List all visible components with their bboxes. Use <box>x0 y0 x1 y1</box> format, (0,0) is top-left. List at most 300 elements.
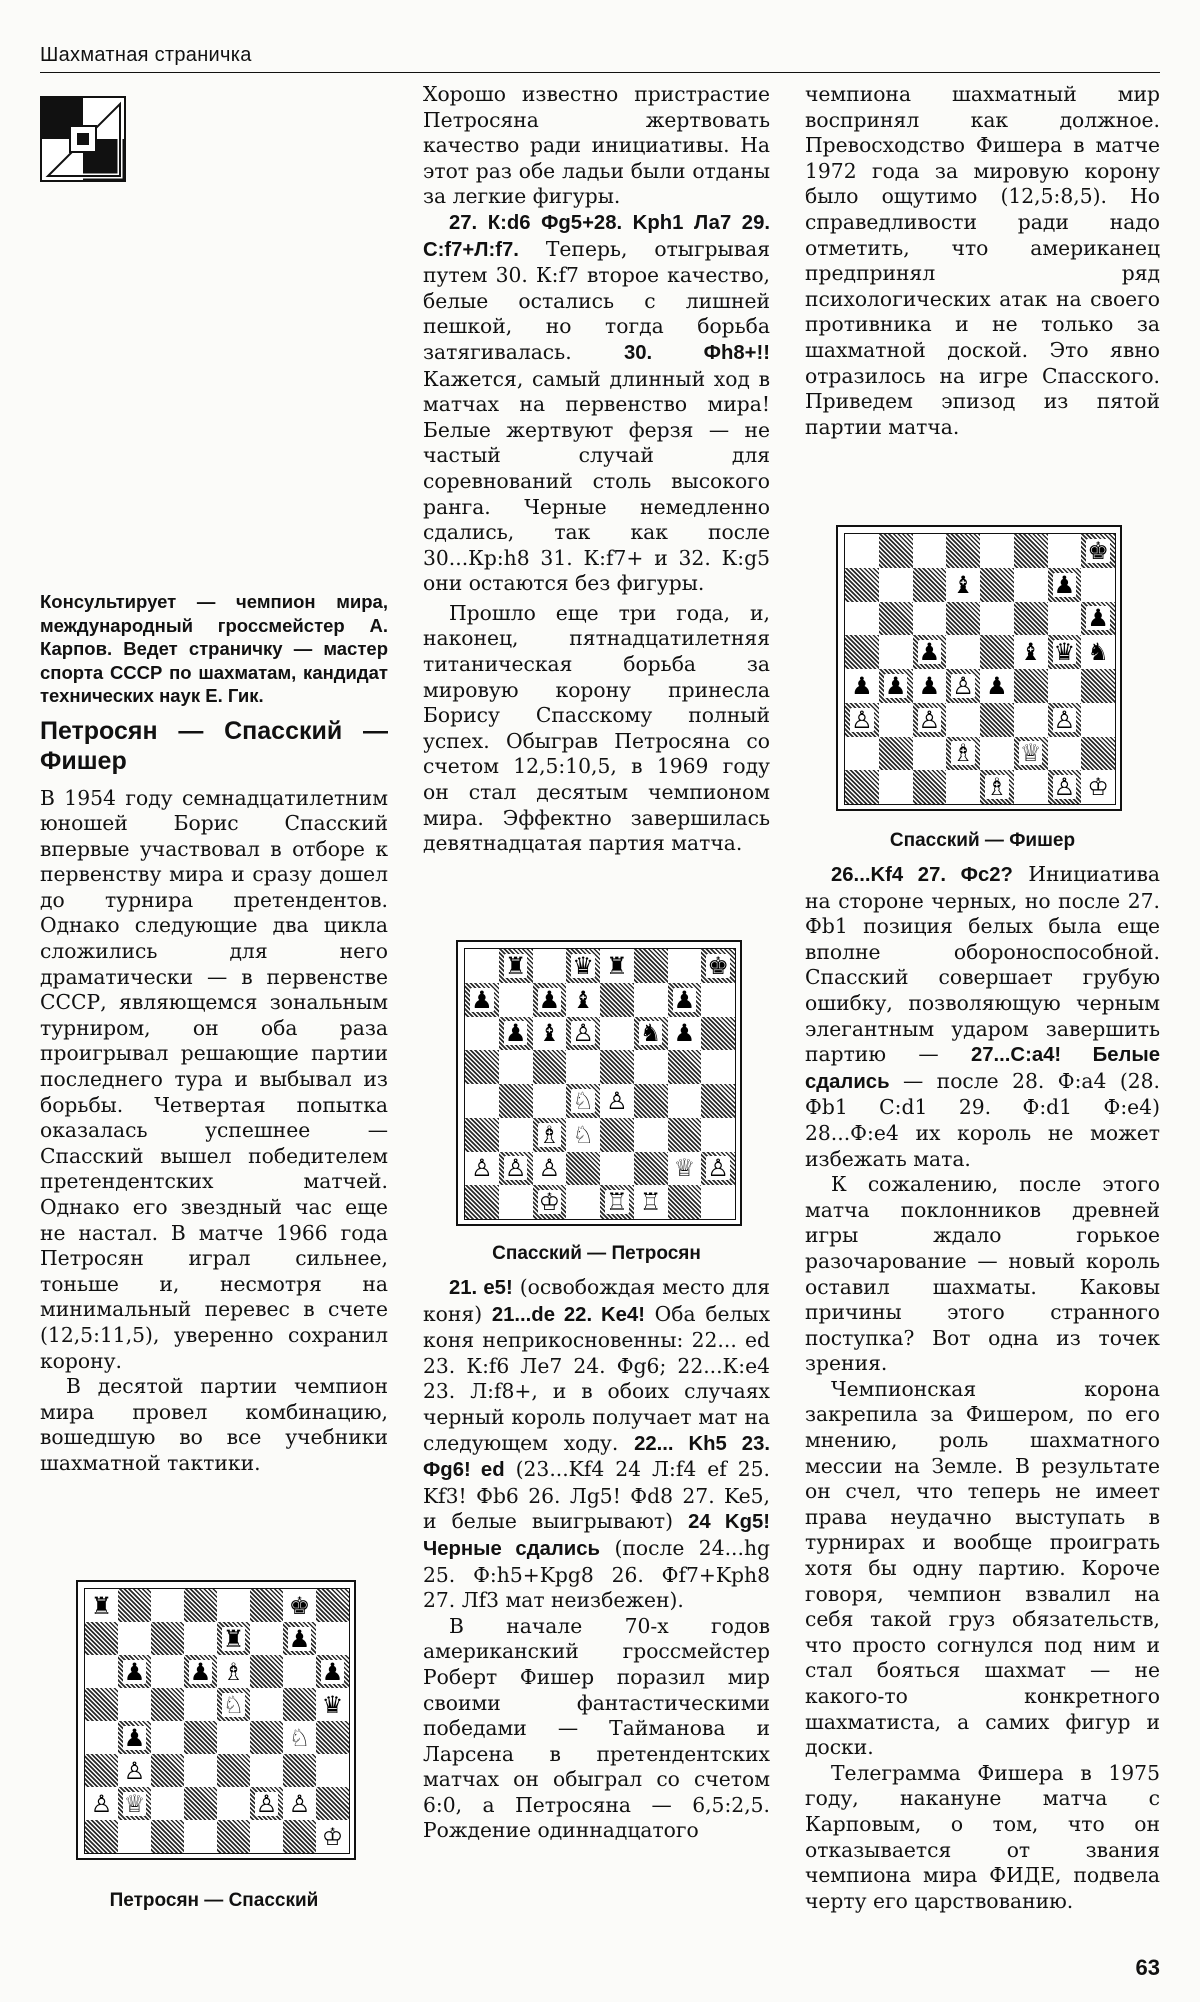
board-square <box>913 568 947 602</box>
board-square <box>634 983 668 1017</box>
board-square <box>946 737 980 771</box>
col2-paragraph-4 <box>423 1275 770 1614</box>
col2-paragraph-2 <box>423 210 770 597</box>
board-square <box>118 1820 151 1853</box>
board-square <box>701 1017 735 1051</box>
black-pawn-icon: ♟ <box>123 1657 146 1686</box>
board-square <box>151 1655 184 1688</box>
column-3-lower <box>805 862 1160 1914</box>
board-square <box>465 949 499 983</box>
board-square <box>1081 635 1115 669</box>
board-square <box>600 1084 634 1118</box>
board-square <box>118 1622 151 1655</box>
board-square <box>184 1787 217 1820</box>
board-square <box>879 770 913 804</box>
board-square <box>1014 534 1048 568</box>
board-square <box>283 1655 316 1688</box>
board-square <box>85 1820 118 1853</box>
board-square <box>913 703 947 737</box>
board-square <box>217 1589 250 1622</box>
board-square <box>283 1589 316 1622</box>
column-2-lower <box>423 1275 770 1844</box>
board-square <box>701 1084 735 1118</box>
white-queen-icon: ♕ <box>673 1154 696 1183</box>
commentary: (освобождая место для коня) <box>423 1275 770 1326</box>
white-bishop-icon: ♗ <box>952 739 974 768</box>
board-square <box>668 1017 702 1051</box>
board-square <box>499 1185 533 1219</box>
board-square <box>465 1084 499 1118</box>
white-queen-icon: ♕ <box>123 1789 146 1818</box>
diagram-petrosian-spassky <box>76 1580 356 1860</box>
board-square <box>118 1754 151 1787</box>
white-rook-icon: ♖ <box>639 1188 662 1217</box>
board-square <box>316 1787 349 1820</box>
board-square <box>1014 602 1048 636</box>
chessboard <box>84 1588 350 1854</box>
board-square <box>845 737 879 771</box>
black-pawn-icon: ♟ <box>538 985 561 1014</box>
black-pawn-icon: ♟ <box>918 638 941 667</box>
black-pawn-icon: ♟ <box>1087 604 1109 633</box>
board-square <box>217 1787 250 1820</box>
board-square <box>151 1589 184 1622</box>
board-square <box>250 1721 283 1754</box>
board-square <box>1014 669 1048 703</box>
board-square <box>913 602 947 636</box>
black-king-icon: ♚ <box>1087 536 1109 565</box>
board-square <box>217 1688 250 1721</box>
board-square <box>184 1754 217 1787</box>
board-square <box>946 534 980 568</box>
board-square <box>283 1754 316 1787</box>
board-square <box>499 1050 533 1084</box>
board-square <box>533 1050 567 1084</box>
diagram-caption-2: Спасский — Петросян <box>492 1243 701 1264</box>
white-pawn-icon: ♙ <box>504 1154 527 1183</box>
board-square <box>250 1655 283 1688</box>
board-square <box>980 770 1014 804</box>
board-square <box>980 703 1014 737</box>
board-square <box>250 1820 283 1853</box>
board-square <box>1048 703 1082 737</box>
col3-paragraph-5: Телеграмма Фишера в 1975 году, накануне матча с Карповым, о том, что он отказывается от звания чемпиона мира ФИДЕ, подвела черту его царствованию. <box>805 1760 1160 1913</box>
board-square <box>533 983 567 1017</box>
section-title: Шахматная страничка <box>40 44 252 66</box>
commentary: Теперь, отыгрывая путем 30. К:f7 второе качество, белые остались с лишней пешкой, но тогда борьба затягивалась. <box>423 236 770 364</box>
board-square <box>668 1050 702 1084</box>
black-pawn-icon: ♟ <box>918 671 941 700</box>
white-bishop-icon: ♗ <box>222 1657 245 1686</box>
commentary: Инициатива на стороне черных, но после 27. Фb1 позиция белых была еще вполне обороноспособной. Спасский совершает грубую ошибку, позволяющую черным элегантным ударом завершить партию — <box>805 862 1160 1067</box>
chessboard <box>464 948 736 1220</box>
commentary: Оба белых коня неприкосновенны: 22... ed 23. К:f6 Ле7 24. Фg6; 22...К:e4 23. Л:f8+, и в обоих случаях черный король получает мат на следующем ходу. <box>423 1301 771 1455</box>
board-square <box>634 1050 668 1084</box>
board-square <box>980 568 1014 602</box>
board-square <box>316 1820 349 1853</box>
board-square <box>283 1622 316 1655</box>
board-square <box>913 669 947 703</box>
board-square <box>533 1185 567 1219</box>
white-pawn-icon: ♙ <box>572 1019 594 1048</box>
white-pawn-icon: ♙ <box>851 705 873 734</box>
black-rook-icon: ♜ <box>606 951 628 980</box>
board-square <box>250 1688 283 1721</box>
board-square <box>316 1754 349 1787</box>
move-notation: 30. Фh8+!! <box>623 341 770 364</box>
board-square <box>1048 737 1082 771</box>
white-pawn-icon: ♙ <box>952 671 974 700</box>
board-square <box>845 534 879 568</box>
board-square <box>980 635 1014 669</box>
board-square <box>946 568 980 602</box>
board-square <box>499 949 533 983</box>
board-square <box>1014 703 1048 737</box>
move-notation: 27. К:d6 Фg5+28. Kph1 Ла7 29. С:f7+Л:f7. <box>423 211 770 261</box>
board-square <box>85 1622 118 1655</box>
white-pawn-icon: ♙ <box>538 1154 561 1183</box>
diagram-caption-1: Петросян — Спасский <box>109 1890 319 1911</box>
board-square <box>668 949 702 983</box>
board-square <box>879 737 913 771</box>
board-square <box>1081 534 1115 568</box>
col1-paragraph-2: В десятой партии чемпион мира провел комбинацию, вошедшую во все учебники шахматной тактики. <box>40 1374 388 1475</box>
white-knight-icon: ♘ <box>572 1086 594 1115</box>
board-square <box>845 669 879 703</box>
board-square <box>184 1655 217 1688</box>
black-pawn-icon: ♟ <box>123 1723 146 1752</box>
col2-paragraph-1: Хорошо известно пристрастие Петросяна жертвовать качество ради инициативы. На этот раз обе ладьи были отданы за легкие фигуры. <box>423 82 770 209</box>
board-square <box>283 1721 316 1754</box>
chessboard <box>844 533 1116 805</box>
col3-paragraph-1: чемпиона шахматный мир воспринял как должное. Превосходство Фишера в матче 1972 года за мировую корону было ощутимо (12,5:8,5). Но справедливости ради надо отметить, что американец предпринял ряд психологических атак на своего противника и не только за шахматной доской. Это явно отразилось на игре Спасского. Приведем эпизод из пятой партии матча. <box>805 82 1160 439</box>
commentary: (после 24...hg 25. Ф:h5+Kpg8 26. Фf7+Kph8 27. Лf3 мат неизбежен). <box>423 1535 770 1613</box>
board-square <box>533 949 567 983</box>
board-square <box>151 1820 184 1853</box>
board-square <box>184 1820 217 1853</box>
black-king-icon: ♚ <box>707 951 729 980</box>
black-rook-icon: ♜ <box>222 1624 245 1653</box>
board-square <box>151 1688 184 1721</box>
board-square <box>980 602 1014 636</box>
black-queen-icon: ♛ <box>572 951 594 980</box>
board-square <box>118 1721 151 1754</box>
commentary: — после 28. Ф:а4 (28. Фb1 С:d1 29. Ф:d1 Ф:е4) 28...Ф:е4 их король не может избежать мата. <box>805 1068 1160 1171</box>
article-title: Петросян — Спасский — Фишер <box>40 716 388 775</box>
move-notation: 27...С:а4! Белые сдались <box>805 1044 1160 1093</box>
board-square <box>879 568 913 602</box>
board-square <box>465 1152 499 1186</box>
board-square <box>85 1655 118 1688</box>
board-square <box>151 1622 184 1655</box>
white-pawn-icon: ♙ <box>606 1086 628 1115</box>
board-square <box>316 1688 349 1721</box>
board-square <box>668 1152 702 1186</box>
white-rook-icon: ♖ <box>606 1188 628 1217</box>
move-notation: 22... Kh5 23. Фg6! ed <box>423 1432 770 1482</box>
black-pawn-icon: ♟ <box>673 1019 696 1048</box>
black-king-icon: ♚ <box>288 1591 311 1620</box>
board-square <box>1048 770 1082 804</box>
board-square <box>701 1185 735 1219</box>
board-square <box>845 703 879 737</box>
board-square <box>151 1721 184 1754</box>
board-square <box>250 1754 283 1787</box>
white-king-icon: ♔ <box>321 1822 344 1851</box>
black-pawn-icon: ♟ <box>189 1657 212 1686</box>
board-square <box>701 983 735 1017</box>
board-square <box>1048 669 1082 703</box>
board-square <box>879 534 913 568</box>
board-square <box>634 1017 668 1051</box>
board-square <box>634 1084 668 1118</box>
board-square <box>1081 737 1115 771</box>
commentary: Кажется, самый длинный ход в матчах на первенство мира! Белые жертвуют ферзя — не частый случай для соревнований столь высокого ранга. Черные немедленно сдались, так как после 30...Кр:h8 31. К:f7+ и 32. К:g5 они остаются без фигуры. <box>423 366 770 596</box>
board-square <box>600 1118 634 1152</box>
column-1 <box>40 590 388 1477</box>
white-pawn-icon: ♙ <box>918 705 941 734</box>
board-square <box>1081 602 1115 636</box>
black-pawn-icon: ♟ <box>288 1624 311 1653</box>
board-square <box>1081 770 1115 804</box>
black-rook-icon: ♜ <box>90 1591 113 1620</box>
white-knight-icon: ♘ <box>572 1120 594 1149</box>
diagram-caption-3: Спасский — Фишер <box>889 830 1076 851</box>
board-square <box>913 635 947 669</box>
board-square <box>465 1050 499 1084</box>
board-square <box>668 1084 702 1118</box>
black-bishop-icon: ♝ <box>1019 638 1042 667</box>
white-pawn-icon: ♙ <box>123 1756 146 1785</box>
board-square <box>1048 635 1082 669</box>
black-pawn-icon: ♟ <box>471 985 493 1014</box>
board-square <box>566 983 600 1017</box>
board-square <box>980 737 1014 771</box>
board-square <box>980 534 1014 568</box>
board-square <box>118 1655 151 1688</box>
board-square <box>217 1721 250 1754</box>
black-knight-icon: ♞ <box>639 1019 662 1048</box>
board-square <box>1014 770 1048 804</box>
white-bishop-icon: ♗ <box>538 1120 561 1149</box>
white-bishop-icon: ♗ <box>986 773 1008 802</box>
board-square <box>465 1118 499 1152</box>
white-queen-icon: ♕ <box>1019 739 1042 768</box>
board-square <box>250 1787 283 1820</box>
board-square <box>316 1721 349 1754</box>
black-queen-icon: ♛ <box>1053 638 1076 667</box>
board-square <box>151 1754 184 1787</box>
board-square <box>118 1589 151 1622</box>
move-notation: 24 Kg5! Черные сдались <box>423 1511 770 1560</box>
board-square <box>566 1118 600 1152</box>
board-square <box>499 1118 533 1152</box>
black-queen-icon: ♛ <box>321 1690 344 1719</box>
board-square <box>250 1589 283 1622</box>
board-square <box>600 1017 634 1051</box>
board-square <box>634 1185 668 1219</box>
commentary: (23...Kf4 24 Л:f4 ef 25. Kf3! Фb6 26. Лg5! Фd8 27. Ke5, и белые выигрывают) <box>423 1457 771 1534</box>
board-square <box>85 1787 118 1820</box>
board-square <box>1048 568 1082 602</box>
board-square <box>1081 669 1115 703</box>
black-knight-icon: ♞ <box>1087 638 1109 667</box>
board-square <box>634 1152 668 1186</box>
board-square <box>879 635 913 669</box>
board-square <box>499 983 533 1017</box>
black-pawn-icon: ♟ <box>986 671 1008 700</box>
board-square <box>913 737 947 771</box>
board-square <box>668 983 702 1017</box>
board-square <box>1081 703 1115 737</box>
chess-puzzle-logo-icon <box>40 96 126 182</box>
col2-paragraph-3: Прошло еще три года, и, наконец, пятнадцатилетняя титаническая борьба за мировую корону принесла Борису Спасскому полный успех. Обыграв Петросяна со счетом 12,5:10,5, в 1969 году он стал десятым чемпионом мира. Эффектно завершилась девятнадцатая партия матча. <box>423 600 770 856</box>
board-square <box>668 1185 702 1219</box>
board-square <box>250 1622 283 1655</box>
board-square <box>701 1118 735 1152</box>
black-bishop-icon: ♝ <box>538 1019 561 1048</box>
white-pawn-icon: ♙ <box>255 1789 278 1818</box>
board-square <box>533 1118 567 1152</box>
board-square <box>533 1152 567 1186</box>
board-square <box>499 1152 533 1186</box>
board-square <box>499 1084 533 1118</box>
board-square <box>600 983 634 1017</box>
diagram-spassky-petrosian <box>456 940 742 1226</box>
move-notation: 26...Kf4 27. Фс2? <box>831 864 1013 886</box>
board-square <box>600 1152 634 1186</box>
board-square <box>845 568 879 602</box>
board-square <box>668 1118 702 1152</box>
board-square <box>701 1050 735 1084</box>
white-king-icon: ♔ <box>1087 773 1109 802</box>
column-3 <box>805 82 1160 440</box>
board-square <box>283 1688 316 1721</box>
board-square <box>980 669 1014 703</box>
board-square <box>118 1787 151 1820</box>
board-square <box>1014 737 1048 771</box>
board-square <box>184 1721 217 1754</box>
board-square <box>600 1050 634 1084</box>
white-knight-icon: ♘ <box>222 1690 245 1719</box>
board-square <box>465 983 499 1017</box>
board-square <box>913 534 947 568</box>
black-pawn-icon: ♟ <box>1053 570 1076 599</box>
board-square <box>600 949 634 983</box>
board-square <box>465 1185 499 1219</box>
black-pawn-icon: ♟ <box>504 1019 527 1048</box>
board-square <box>913 770 947 804</box>
board-square <box>946 703 980 737</box>
board-square <box>217 1622 250 1655</box>
board-square <box>566 1050 600 1084</box>
board-square <box>879 703 913 737</box>
board-square <box>283 1820 316 1853</box>
board-square <box>946 669 980 703</box>
board-square <box>600 1185 634 1219</box>
white-pawn-icon: ♙ <box>1053 773 1076 802</box>
board-square <box>316 1589 349 1622</box>
board-square <box>533 1084 567 1118</box>
section-header <box>40 38 1160 73</box>
board-square <box>566 1084 600 1118</box>
board-square <box>118 1688 151 1721</box>
black-pawn-icon: ♟ <box>673 985 696 1014</box>
black-pawn-icon: ♟ <box>851 671 873 700</box>
board-square <box>499 1017 533 1051</box>
board-square <box>634 1118 668 1152</box>
board-square <box>184 1589 217 1622</box>
col3-paragraph-2 <box>805 862 1160 1172</box>
board-square <box>701 949 735 983</box>
white-pawn-icon: ♙ <box>1053 705 1076 734</box>
board-square <box>316 1655 349 1688</box>
board-square <box>316 1622 349 1655</box>
board-square <box>946 770 980 804</box>
board-square <box>1014 568 1048 602</box>
white-pawn-icon: ♙ <box>288 1789 311 1818</box>
column-2 <box>423 82 770 857</box>
board-square <box>634 949 668 983</box>
black-bishop-icon: ♝ <box>572 985 594 1014</box>
white-king-icon: ♔ <box>538 1188 561 1217</box>
board-square <box>1048 534 1082 568</box>
board-square <box>151 1787 184 1820</box>
board-square <box>845 770 879 804</box>
board-square <box>184 1622 217 1655</box>
board-square <box>566 1152 600 1186</box>
board-square <box>845 635 879 669</box>
board-square <box>85 1589 118 1622</box>
board-square <box>283 1787 316 1820</box>
board-square <box>217 1655 250 1688</box>
board-square <box>946 602 980 636</box>
board-square <box>533 1017 567 1051</box>
credits-text: Консультирует — чемпион мира, международный гроссмейстер А. Карпов. Ведет страничку — мастер спорта СССР по шахматам, кандидат технических наук Е. Гик. <box>40 591 388 706</box>
board-square <box>879 669 913 703</box>
white-knight-icon: ♘ <box>288 1723 311 1752</box>
black-pawn-icon: ♟ <box>321 1657 344 1686</box>
col3-paragraph-4: Чемпионская корона закрепила за Фишером, по его мнению, роль шахматного мессии на Земле. В результате он счел, что теперь не имеет права неудачно выступать в турнирах и вообще проиграть хотя бы одну партию. Короче говоря, чемпион взвалил на себя такой груз обязательств, что просто согнулся под ним и стал бояться шахмат — не какого-то конкретного шахматиста, а самих фигур и доски. <box>805 1376 1160 1760</box>
board-square <box>701 1152 735 1186</box>
col1-paragraph-1: В 1954 году семнадцатилетним юношей Борис Спасский впервые участвовал в отборе к первенству мира и сразу дошел до турнира претендентов. Однако следующие два цикла сложились для него драматически — в первенстве СССР, являющемся зональным турниром, он оба раза проигрывал решающие партии последнего тура и выбывал из борьбы. Четвертая попытка оказалась успешнее — Спасский вышел победителем претендентских матчей. Однако его звездный час еще не настал. В матче 1966 года Петросян играл сильнее, тоньше и, несмотря на минимальный перевес в счете (12,5:11,5), уверенно сохранил корону. <box>40 785 388 1373</box>
board-square <box>217 1754 250 1787</box>
move-notation: 21. e5! <box>449 1277 513 1299</box>
board-square <box>879 602 913 636</box>
col3-paragraph-3: К сожалению, после этого матча поклонников древней игры ждало горькое разочарование — новый король оставил шахматы. Каковы причины этого странного поступка? Вот одна из точек зрения. <box>805 1172 1160 1376</box>
board-square <box>1048 602 1082 636</box>
black-rook-icon: ♜ <box>504 951 527 980</box>
white-pawn-icon: ♙ <box>707 1154 729 1183</box>
move-notation: 21...de 22. Ke4! <box>491 1303 645 1326</box>
black-pawn-icon: ♟ <box>884 671 907 700</box>
col2-paragraph-5: В начале 70-х годов американский гроссмейстер Роберт Фишер поразил мир своими фантастическими победами — Тайманова и Ларсена в претендентских матчах он обыграл со счетом 6:0, а Петросяна — 6,5:2,5. Рождение одиннадцатого <box>423 1613 770 1843</box>
board-square <box>845 602 879 636</box>
board-square <box>1014 635 1048 669</box>
white-pawn-icon: ♙ <box>471 1154 493 1183</box>
board-square <box>946 635 980 669</box>
page-number: 63 <box>1135 1955 1160 1980</box>
board-square <box>217 1820 250 1853</box>
board-square <box>85 1688 118 1721</box>
board-square <box>566 1185 600 1219</box>
board-square <box>85 1754 118 1787</box>
board-square <box>1081 568 1115 602</box>
board-square <box>465 1017 499 1051</box>
board-square <box>85 1721 118 1754</box>
board-square <box>566 949 600 983</box>
black-bishop-icon: ♝ <box>952 570 974 599</box>
